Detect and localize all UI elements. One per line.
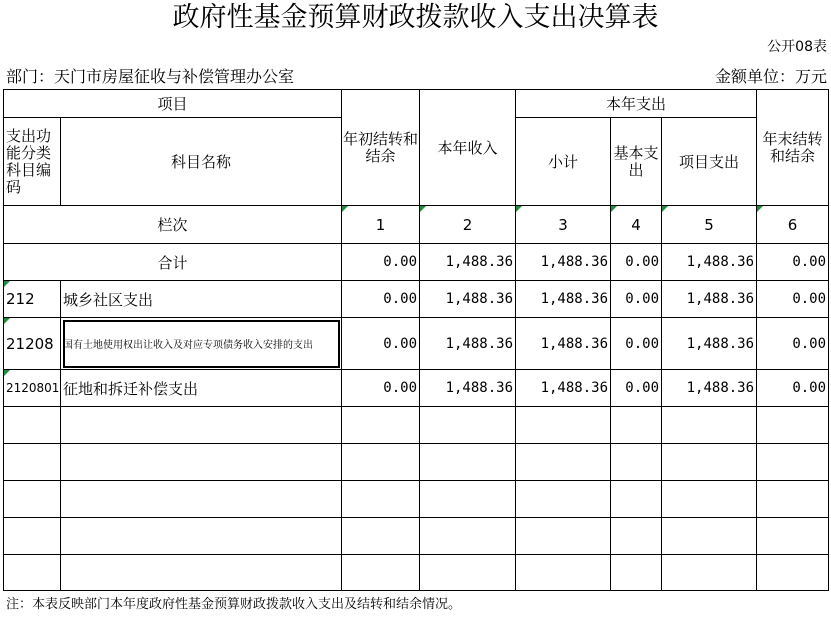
empty-row	[4, 555, 829, 591]
table-row	[4, 370, 829, 407]
empty-cell[interactable]	[757, 444, 829, 481]
row-value[interactable]: 1,488.36	[420, 318, 516, 370]
table-row	[4, 318, 829, 370]
empty-cell[interactable]	[611, 518, 662, 555]
row-name[interactable]: 城乡社区支出	[61, 281, 342, 318]
total-value: 1,488.36	[420, 244, 516, 281]
empty-cell[interactable]	[611, 481, 662, 518]
total-value: 0.00	[611, 244, 662, 281]
row-code[interactable]: 212	[4, 281, 61, 318]
empty-cell[interactable]	[61, 481, 342, 518]
empty-cell[interactable]	[420, 407, 516, 444]
row-name[interactable]: 征地和拆迁补偿支出	[61, 370, 342, 407]
total-value: 0.00	[342, 244, 420, 281]
empty-cell[interactable]	[4, 444, 61, 481]
empty-cell[interactable]	[757, 518, 829, 555]
empty-cell[interactable]	[4, 407, 61, 444]
table-row	[4, 281, 829, 318]
page-title: 政府性基金预算财政拨款收入支出决算表	[172, 2, 659, 33]
empty-row	[4, 518, 829, 555]
empty-cell[interactable]	[4, 481, 61, 518]
empty-cell[interactable]	[611, 555, 662, 591]
empty-cell[interactable]	[757, 555, 829, 591]
empty-row	[4, 444, 829, 481]
row-code[interactable]: 2120801	[4, 370, 61, 407]
empty-cell[interactable]	[516, 555, 611, 591]
empty-cell[interactable]	[61, 518, 342, 555]
empty-cell[interactable]	[61, 555, 342, 591]
row-value[interactable]: 0.00	[757, 281, 829, 318]
row-value[interactable]: 1,488.36	[516, 318, 611, 370]
empty-cell[interactable]	[757, 407, 829, 444]
column-num: 4	[611, 206, 662, 244]
header-subtotal: 小计	[516, 118, 611, 206]
header-expense-group: 本年支出	[516, 90, 757, 118]
header-closing: 年末结转和结余	[757, 90, 829, 206]
unit-label: 金额单位：万元	[714, 67, 827, 86]
row-value[interactable]: 1,488.36	[662, 370, 757, 407]
header-opening: 年初结转和结余	[342, 90, 420, 206]
header-income: 本年收入	[420, 90, 516, 206]
row-value[interactable]: 1,488.36	[662, 281, 757, 318]
column-num: 3	[516, 206, 611, 244]
header-project: 项目支出	[662, 118, 757, 206]
empty-cell[interactable]	[420, 481, 516, 518]
empty-cell[interactable]	[4, 518, 61, 555]
empty-cell[interactable]	[611, 444, 662, 481]
total-value: 0.00	[757, 244, 829, 281]
department-label: 部门：天门市房屋征收与补偿管理办公室	[6, 67, 295, 86]
empty-cell[interactable]	[61, 407, 342, 444]
total-value: 1,488.36	[516, 244, 611, 281]
empty-cell[interactable]	[4, 555, 61, 591]
empty-cell[interactable]	[662, 555, 757, 591]
empty-cell[interactable]	[342, 518, 420, 555]
empty-cell[interactable]	[611, 407, 662, 444]
header-name: 科目名称	[61, 118, 342, 206]
empty-cell[interactable]	[516, 518, 611, 555]
total-value: 1,488.36	[662, 244, 757, 281]
row-value[interactable]: 0.00	[342, 370, 420, 407]
column-num: 1	[342, 206, 420, 244]
empty-row	[4, 481, 829, 518]
empty-cell[interactable]	[516, 444, 611, 481]
row-value[interactable]: 0.00	[342, 318, 420, 370]
row-value[interactable]: 0.00	[611, 318, 662, 370]
row-value[interactable]: 1,488.36	[516, 370, 611, 407]
empty-cell[interactable]	[342, 555, 420, 591]
empty-cell[interactable]	[662, 444, 757, 481]
empty-cell[interactable]	[61, 444, 342, 481]
empty-cell[interactable]	[342, 407, 420, 444]
form-number: 公开08表	[767, 39, 827, 55]
empty-cell[interactable]	[420, 518, 516, 555]
empty-cell[interactable]	[342, 444, 420, 481]
empty-cell[interactable]	[662, 407, 757, 444]
row-name-selected-cell[interactable]: 国有土地使用权出让收入及对应专项债务收入安排的支出	[61, 318, 342, 370]
empty-cell[interactable]	[516, 481, 611, 518]
row-value[interactable]: 1,488.36	[420, 370, 516, 407]
column-row-label: 栏次	[4, 206, 342, 244]
header-basic: 基本支出	[611, 118, 662, 206]
row-value[interactable]: 1,488.36	[662, 318, 757, 370]
row-value[interactable]: 1,488.36	[516, 281, 611, 318]
empty-row	[4, 407, 829, 444]
column-num: 5	[662, 206, 757, 244]
budget-table	[3, 89, 829, 591]
row-value[interactable]: 1,488.36	[420, 281, 516, 318]
total-label: 合计	[4, 244, 342, 281]
footnote: 注：本表反映部门本年度政府性基金预算财政拨款收入支出及结转和结余情况。	[6, 597, 462, 612]
empty-cell[interactable]	[662, 518, 757, 555]
empty-cell[interactable]	[420, 444, 516, 481]
row-value[interactable]: 0.00	[757, 318, 829, 370]
column-num: 2	[420, 206, 516, 244]
row-value[interactable]: 0.00	[611, 370, 662, 407]
empty-cell[interactable]	[757, 481, 829, 518]
empty-cell[interactable]	[342, 481, 420, 518]
row-value[interactable]: 0.00	[611, 281, 662, 318]
empty-cell[interactable]	[420, 555, 516, 591]
empty-cell[interactable]	[662, 481, 757, 518]
row-value[interactable]: 0.00	[757, 370, 829, 407]
header-code: 支出功能分类科目编码	[4, 118, 61, 206]
empty-cell[interactable]	[516, 407, 611, 444]
header-item: 项目	[4, 90, 342, 118]
column-num: 6	[757, 206, 829, 244]
row-code[interactable]: 21208	[4, 318, 61, 370]
row-value[interactable]: 0.00	[342, 281, 420, 318]
